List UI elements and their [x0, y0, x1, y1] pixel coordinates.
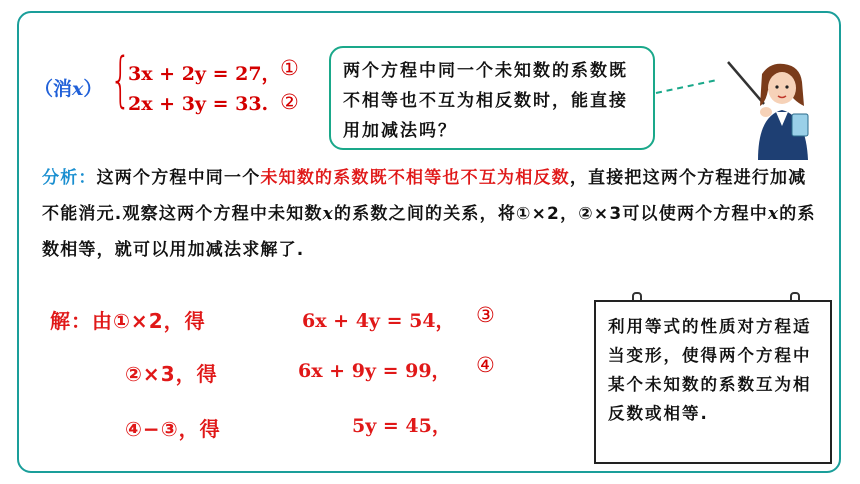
- analysis-highlight: 未知数的系数既不相等也不互为相反数: [260, 168, 570, 188]
- analysis-paragraph: 分析：这两个方程中同一个未知数的系数既不相等也不互为相反数，直接把这两个方程进行加减不能消元.观察这两个方程中未知数x的系数之间的关系，将①×2，②×3可以使两个方程中x的系数相等，就可以用加减法求解了.: [42, 168, 816, 260]
- eliminate-x-label: （消x）: [34, 78, 103, 100]
- system-brace: {: [110, 45, 132, 115]
- equation-3-mark: ③: [476, 303, 495, 327]
- equation-2-mark: ②: [280, 90, 299, 114]
- teacher-illustration: [722, 56, 834, 160]
- solution-step-2-equation: 6x + 9y = 99，: [298, 360, 451, 382]
- equation-1-mark: ①: [280, 56, 299, 80]
- equation-1: 3x + 2y = 27，: [128, 63, 281, 85]
- tip-note-card: 利用等式的性质对方程适当变形，使得两个方程中某个未知数的系数互为相反数或相等.: [594, 300, 832, 464]
- equation-4-mark: ④: [476, 353, 495, 377]
- solution-step-2-label: ②×3，得: [125, 362, 218, 386]
- question-bubble: 两个方程中同一个未知数的系数既不相等也不互为相反数时，能直接用加减法吗？: [329, 46, 655, 150]
- analysis-label: 分析：: [42, 168, 97, 188]
- equation-2: 2x + 3y = 33.: [128, 93, 269, 115]
- solution-step-3-label: ④−③，得: [125, 417, 221, 441]
- solution-step-1-label: 解：由①×2，得: [50, 309, 206, 333]
- solution-step-3-equation: 5y = 45，: [352, 415, 451, 437]
- solution-step-1-equation: 6x + 4y = 54，: [302, 310, 455, 332]
